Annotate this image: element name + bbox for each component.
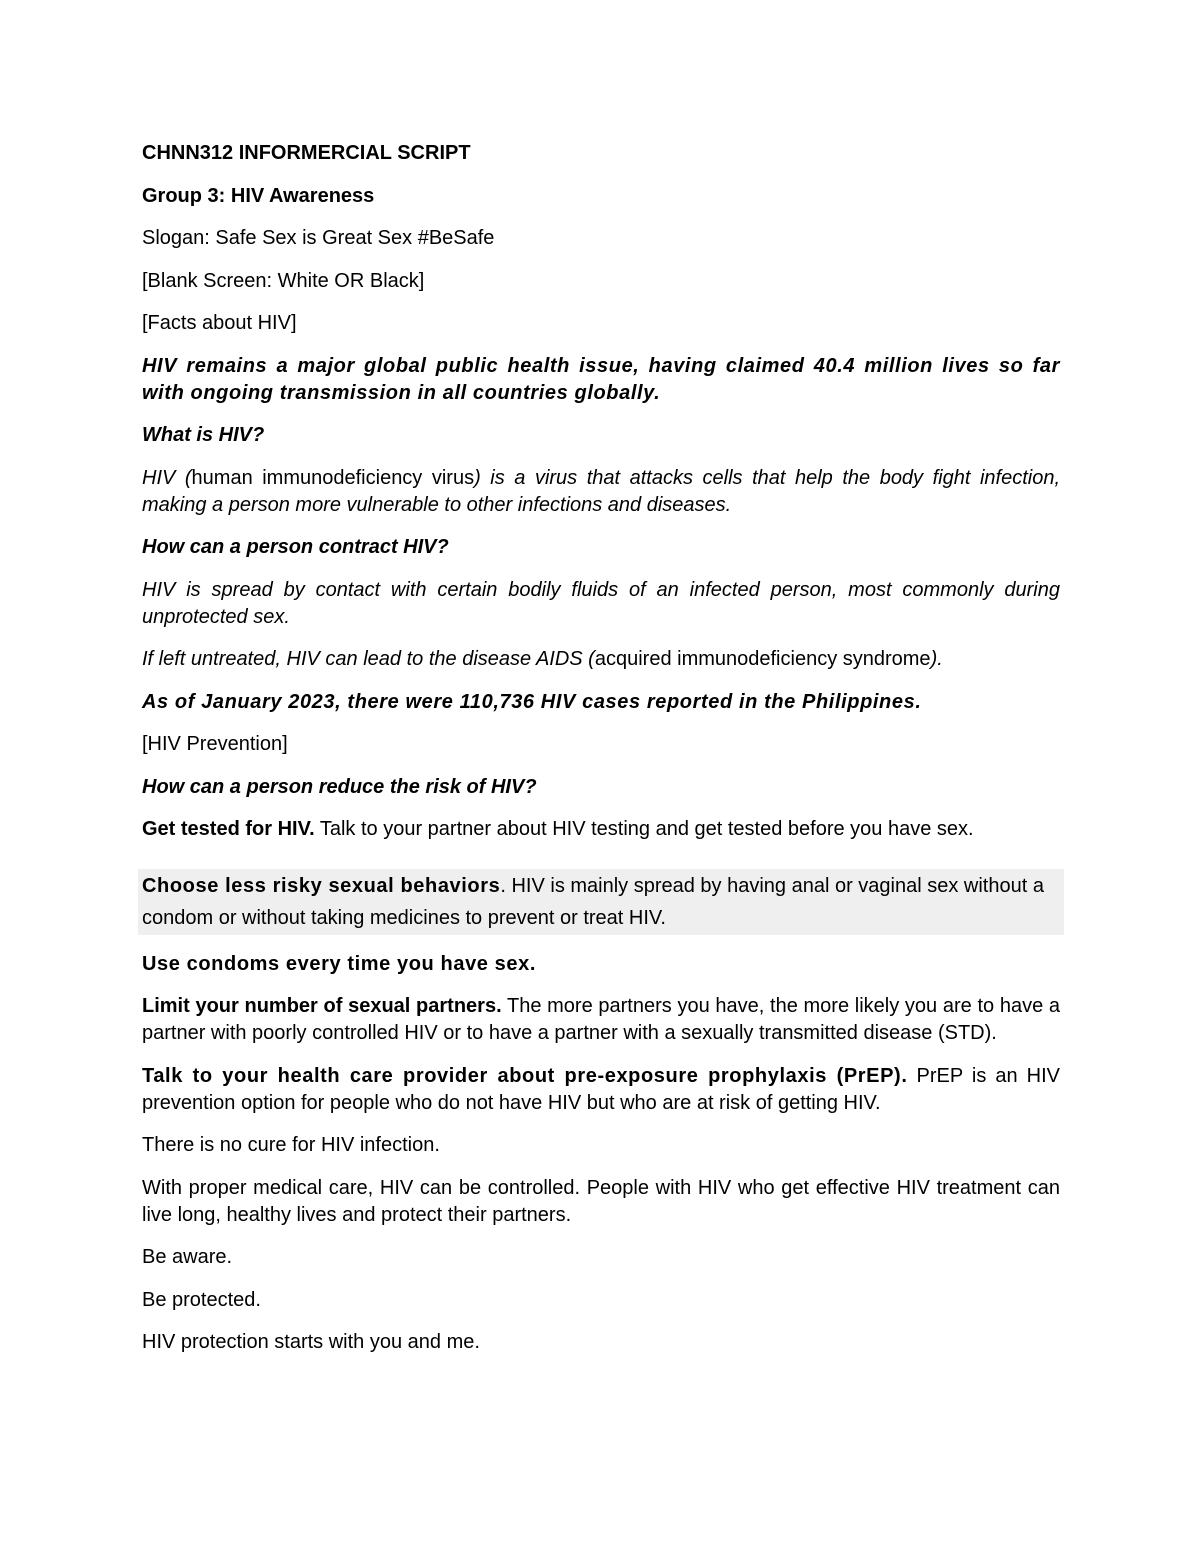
answer-what-part1: HIV ( xyxy=(142,466,192,489)
answer-aids-part3: ). xyxy=(930,648,943,670)
tip-get-tested xyxy=(142,816,1060,843)
tip-behaviors-lead: Choose less risky sexual behaviors xyxy=(142,875,501,897)
be-protected: Be protected. xyxy=(142,1288,261,1311)
medical-care: With proper medical care, HIV can be controlled. People with HIV who get effective HIV treatment can live long, healthy lives and protect their partners. xyxy=(142,1176,1060,1226)
tip-less-risky-behaviors xyxy=(138,869,1064,935)
tip-partners-text: The more partners you have, the more likely you are to have a partner with poorly controlled HIV or to have a partner with a sexually transmitted disease (STD). xyxy=(142,995,1061,1044)
tip-prep-lead: Talk to your health care provider about pre-exposure prophylaxis (PrEP). xyxy=(142,1064,908,1087)
slogan: Slogan: Safe Sex is Great Sex #BeSafe xyxy=(142,227,495,249)
document-page xyxy=(142,140,1060,1372)
tip-prep xyxy=(142,1063,1060,1117)
cue-prevention: [HIV Prevention] xyxy=(142,733,288,755)
fact-global: HIV remains a major global public health issue, having claimed 40.4 million lives so far with ongoing transmission in all countries globally. xyxy=(142,354,1060,404)
tip-behaviors-text: . HIV is mainly spread by having anal or vaginal sex without a condom or without taking medicines to prevent or treat HIV. xyxy=(142,875,1044,929)
answer-contract: HIV is spread by contact with certain bodily fluids of an infected person, most commonly during unprotected sex. xyxy=(142,578,1060,628)
doc-title: CHNN312 INFORMERCIAL SCRIPT xyxy=(142,142,471,164)
answer-what-is-hiv xyxy=(142,465,1060,519)
closing-line: HIV protection starts with you and me. xyxy=(142,1331,480,1353)
answer-aids-part2: acquired immunodeficiency syndrome xyxy=(594,648,931,670)
fact-philippines: As of January 2023, there were 110,736 HIV cases reported in the Philippines. xyxy=(142,690,922,713)
answer-aids-part1: If left untreated, HIV can lead to the disease AIDS ( xyxy=(142,648,595,670)
tip-limit-partners xyxy=(142,993,1060,1047)
tip-prep-text: PrEP is an HIV prevention option for people who do not have HIV but who are at risk of getting HIV. xyxy=(142,1064,1061,1114)
no-cure: There is no cure for HIV infection. xyxy=(142,1134,440,1156)
tip-use-condoms: Use condoms every time you have sex. xyxy=(142,952,536,975)
cue-facts: [Facts about HIV] xyxy=(142,312,297,334)
answer-aids xyxy=(142,646,1060,673)
answer-what-part2: human immunodeficiency virus xyxy=(191,466,475,489)
tip-get-tested-text: Talk to your partner about HIV testing and get tested before you have sex. xyxy=(314,818,974,840)
group-heading: Group 3: HIV Awareness xyxy=(142,184,375,207)
question-contract: How can a person contract HIV? xyxy=(142,536,449,558)
question-what-is-hiv: What is HIV? xyxy=(142,424,265,446)
question-reduce-risk: How can a person reduce the risk of HIV? xyxy=(142,775,537,798)
cue-blank-screen: [Blank Screen: White OR Black] xyxy=(142,269,425,292)
be-aware: Be aware. xyxy=(142,1246,233,1268)
tip-partners-lead: Limit your number of sexual partners. xyxy=(142,995,502,1017)
answer-what-part3: ) is a virus that attacks cells that help the body fight infection, making a person more vulnerable to other infections and diseases. xyxy=(142,466,1061,516)
tip-get-tested-lead: Get tested for HIV. xyxy=(142,818,315,840)
